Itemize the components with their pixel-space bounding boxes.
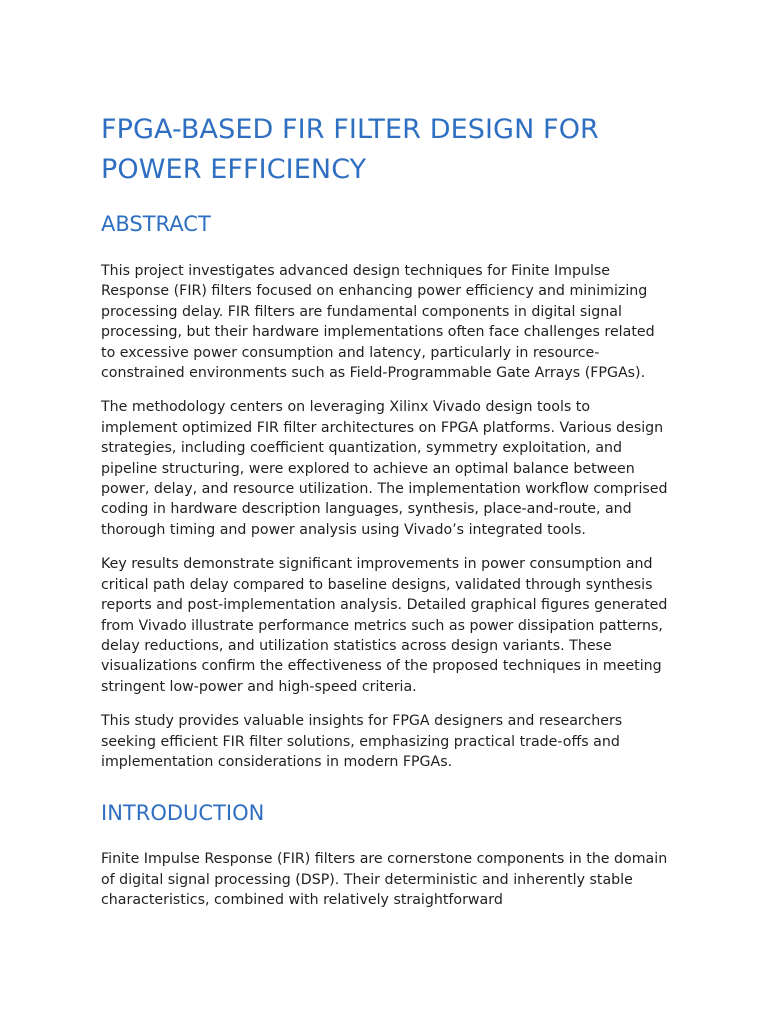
abstract-paragraph: Key results demonstrate significant improvements in power consumption and critical path delay compared to baseline designs, validated through synthesis reports and post-implementation analysis. Detailed graphical figures generated from Vivado illustrate performance metrics such as power dissipation patterns, delay reductions, and utilization statistics across design variants. These visualizations confirm the effectiveness of the proposed techniques in meeting stringent low-power and high-speed criteria. — [101, 556, 668, 695]
abstract-paragraph: The methodology centers on leveraging Xilinx Vivado design tools to implement optimized FIR filter architectures on FPGA platforms. Various design strategies, including coefficient quantization, symmetry exploitation, and pipeline structuring, were explored to achieve an optimal balance between power, delay, and resource utilization. The implementation workflow comprised coding in hardware description languages, synthesis, place-and-route, and thorough timing and power analysis using Vivado’s integrated tools. — [101, 399, 668, 538]
abstract-heading: ABSTRACT — [101, 212, 211, 236]
introduction-heading: INTRODUCTION — [101, 801, 265, 826]
introduction-paragraph: Finite Impulse Response (FIR) filters are cornerstone components in the domain of digital signal processing (DSP). Their deterministic and inherently stable characteristics, combined with relatively straightforward — [101, 851, 668, 909]
abstract-paragraph: This study provides valuable insights for FPGA designers and researchers seeking efficient FIR filter solutions, emphasizing practical trade-offs and implementation considerations in modern FPGAs. — [101, 713, 623, 770]
document-title: FPGA-BASED FIR FILTER DESIGN FOR POWER EFFICIENCY — [101, 114, 599, 185]
abstract-paragraph: This project investigates advanced design techniques for Finite Impulse Response (FIR) filters focused on enhancing power efficiency and minimizing processing delay. FIR filters are fundamental components in digital signal processing, but their hardware implementations often face challenges related to excessive power consumption and latency, particularly in resource-constrained environments such as Field-Programmable Gate Arrays (FPGAs). — [101, 263, 655, 382]
document-body — [101, 110, 669, 911]
